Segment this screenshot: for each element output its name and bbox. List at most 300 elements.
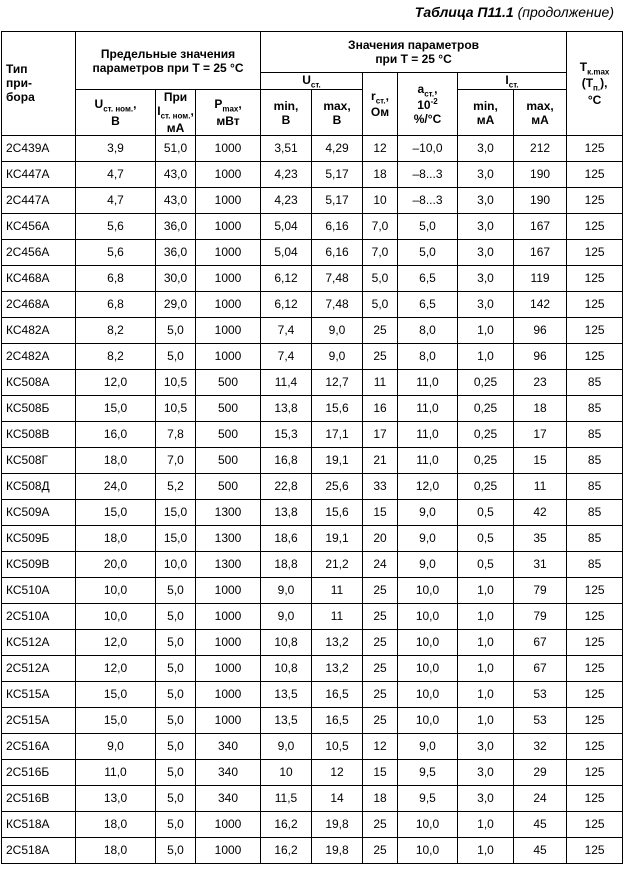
table-cell: 8,2 [76, 343, 156, 369]
table-cell: 13,5 [261, 681, 312, 707]
table-cell: 500 [196, 447, 261, 473]
table-cell: 7,4 [261, 343, 312, 369]
table-cell: 125 [567, 681, 623, 707]
table-cell: 5,0 [156, 603, 196, 629]
table-cell: 0,5 [458, 525, 514, 551]
table-cell: 24 [514, 785, 567, 811]
header-i-min: min, мА [458, 90, 514, 135]
table-cell: 32 [514, 733, 567, 759]
device-type-cell: 2С510А [2, 603, 76, 629]
device-type-cell: КС509А [2, 499, 76, 525]
table-row [2, 785, 623, 811]
table-cell: 3,0 [458, 213, 514, 239]
table-cell: 340 [196, 759, 261, 785]
table-cell: 25,6 [312, 473, 363, 499]
table-cell: 15 [363, 759, 398, 785]
header-param-values: Значения параметров при Т = 25 °С [261, 32, 567, 73]
table-cell: 1,0 [458, 707, 514, 733]
table-cell: 33 [363, 473, 398, 499]
table-cell: 5,0 [156, 343, 196, 369]
table-cell: 125 [567, 135, 623, 161]
table-cell: 1000 [196, 187, 261, 213]
table-cell: 1,0 [458, 811, 514, 837]
table-cell: 3,0 [458, 785, 514, 811]
table-cell: 6,5 [398, 265, 458, 291]
table-cell: 12,0 [76, 629, 156, 655]
table-cell: 500 [196, 473, 261, 499]
table-cell: 1,0 [458, 603, 514, 629]
table-row [2, 707, 623, 733]
table-cell: 16,5 [312, 707, 363, 733]
table-cell: 125 [567, 343, 623, 369]
table-cell: 500 [196, 369, 261, 395]
table-cell: 0,25 [458, 447, 514, 473]
table-cell: 18,0 [76, 837, 156, 863]
device-type-cell: КС482А [2, 317, 76, 343]
table-cell: 16,8 [261, 447, 312, 473]
header-limit-values: Предельные значения параметров при Т = 25 °С [76, 32, 261, 90]
table-cell: 4,23 [261, 187, 312, 213]
table-cell: 3,51 [261, 135, 312, 161]
table-cell: 36,0 [156, 239, 196, 265]
table-cell: 1000 [196, 603, 261, 629]
device-type-cell: 2С516Б [2, 759, 76, 785]
table-cell: 18 [363, 785, 398, 811]
table-cell: 5,6 [76, 239, 156, 265]
table-cell: 36,0 [156, 213, 196, 239]
table-row [2, 655, 623, 681]
table-cell: 1000 [196, 265, 261, 291]
table-cell: 125 [567, 187, 623, 213]
table-cell: 10,8 [261, 655, 312, 681]
table-cell: 0,25 [458, 395, 514, 421]
table-cell: 5,0 [156, 681, 196, 707]
table-caption-title: Таблица П11.1 [414, 4, 514, 20]
table-cell: 125 [567, 577, 623, 603]
table-cell: 18,0 [76, 525, 156, 551]
table-cell: 11,0 [398, 447, 458, 473]
table-cell: 13,0 [76, 785, 156, 811]
table-cell: 16,2 [261, 811, 312, 837]
table-cell: 17 [514, 421, 567, 447]
table-cell: 22,8 [261, 473, 312, 499]
header-p-max: $P_{max}$, мВт [196, 90, 261, 135]
table-cell: 13,5 [261, 707, 312, 733]
table-cell: 5,0 [398, 239, 458, 265]
table-cell: 19,8 [312, 837, 363, 863]
table-cell: 15,0 [76, 681, 156, 707]
table-cell: 5,0 [156, 317, 196, 343]
device-type-cell: КС456А [2, 213, 76, 239]
device-type-cell: 2С447А [2, 187, 76, 213]
table-cell: 96 [514, 317, 567, 343]
table-cell: 85 [567, 473, 623, 499]
table-cell: 25 [363, 317, 398, 343]
table-cell: 6,8 [76, 265, 156, 291]
table-cell: 67 [514, 629, 567, 655]
table-row [2, 837, 623, 863]
table-cell: 25 [363, 681, 398, 707]
table-cell: 12 [312, 759, 363, 785]
table-cell: 5,0 [156, 759, 196, 785]
device-type-cell: КС518А [2, 811, 76, 837]
table-row [2, 135, 623, 161]
table-cell: 10,0 [156, 551, 196, 577]
table-cell: 11,0 [398, 369, 458, 395]
table-cell: 18 [363, 161, 398, 187]
table-cell: 29,0 [156, 291, 196, 317]
device-type-cell: 2С516В [2, 785, 76, 811]
table-cell: 1000 [196, 811, 261, 837]
table-cell: 125 [567, 239, 623, 265]
table-cell: 212 [514, 135, 567, 161]
table-cell: 10,5 [156, 369, 196, 395]
header-device-type: Тип при- бора [2, 32, 76, 136]
table-cell: 10,0 [76, 603, 156, 629]
table-cell: 11 [312, 603, 363, 629]
table-cell: 7,0 [363, 213, 398, 239]
table-cell: 10 [261, 759, 312, 785]
table-cell: 3,0 [458, 239, 514, 265]
table-cell: 18,6 [261, 525, 312, 551]
table-cell: 0,5 [458, 551, 514, 577]
table-cell: 3,9 [76, 135, 156, 161]
table-cell: 125 [567, 213, 623, 239]
table-cell: 15 [363, 499, 398, 525]
table-cell: 15,0 [156, 525, 196, 551]
table-cell: 7,48 [312, 265, 363, 291]
table-cell: 18,8 [261, 551, 312, 577]
table-row [2, 811, 623, 837]
table-cell: 125 [567, 161, 623, 187]
table-cell: 125 [567, 759, 623, 785]
table-cell: –10,0 [398, 135, 458, 161]
table-cell: 7,4 [261, 317, 312, 343]
table-cell: 16,2 [261, 837, 312, 863]
table-cell: 125 [567, 785, 623, 811]
table-cell: 3,0 [458, 265, 514, 291]
table-cell: 45 [514, 811, 567, 837]
table-cell: –8...3 [398, 161, 458, 187]
table-cell: 79 [514, 577, 567, 603]
table-row [2, 681, 623, 707]
header-i-max: max, мА [514, 90, 567, 135]
table-cell: 125 [567, 707, 623, 733]
table-cell: 340 [196, 785, 261, 811]
table-row [2, 369, 623, 395]
table-cell: 15,3 [261, 421, 312, 447]
table-cell: 24,0 [76, 473, 156, 499]
table-cell: 10 [363, 187, 398, 213]
table-cell: 4,29 [312, 135, 363, 161]
table-cell: 12,0 [76, 369, 156, 395]
table-cell: 6,12 [261, 265, 312, 291]
table-cell: 0,25 [458, 421, 514, 447]
device-type-cell: КС508А [2, 369, 76, 395]
table-cell: 25 [363, 629, 398, 655]
header-a-st: $a_{ст.}$, $10^{-2}$ %/°С [398, 73, 458, 136]
header-i-nom: При $I_{ст. ном.}$, мА [157, 90, 194, 135]
header-u-max: max, В [312, 90, 363, 135]
header-r-st: $r_{ст.}$, Ом [363, 73, 398, 136]
table-cell: 5,0 [156, 577, 196, 603]
table-cell: 4,7 [76, 187, 156, 213]
table-cell: 53 [514, 707, 567, 733]
table-cell: 9,0 [398, 525, 458, 551]
table-cell: 15,6 [312, 499, 363, 525]
table-cell: 19,8 [312, 811, 363, 837]
table-cell: 15 [514, 447, 567, 473]
device-type-cell: 2С456А [2, 239, 76, 265]
table-cell: 125 [567, 265, 623, 291]
zener-diode-table [1, 31, 623, 864]
table-cell: 25 [363, 577, 398, 603]
table-cell: 1000 [196, 577, 261, 603]
table-cell: 7,8 [156, 421, 196, 447]
table-header [2, 32, 623, 136]
table-cell: 30,0 [156, 265, 196, 291]
table-cell: 25 [363, 837, 398, 863]
table-cell: 25 [363, 655, 398, 681]
table-cell: 4,7 [76, 161, 156, 187]
table-cell: 1000 [196, 837, 261, 863]
table-cell: 5,0 [156, 837, 196, 863]
table-cell: 20 [363, 525, 398, 551]
table-cell: 10,0 [398, 707, 458, 733]
table-cell: 11 [312, 577, 363, 603]
table-cell: 3,0 [458, 161, 514, 187]
table-body [2, 135, 623, 863]
table-cell: 9,5 [398, 759, 458, 785]
table-cell: 67 [514, 655, 567, 681]
table-cell: 500 [196, 421, 261, 447]
table-cell: 45 [514, 837, 567, 863]
table-cell: 6,16 [312, 239, 363, 265]
table-row [2, 213, 623, 239]
table-cell: 43,0 [156, 161, 196, 187]
table-cell: 9,0 [312, 317, 363, 343]
device-type-cell: КС508Д [2, 473, 76, 499]
table-row [2, 629, 623, 655]
table-cell: 15,0 [76, 707, 156, 733]
table-cell: 79 [514, 603, 567, 629]
table-cell: 14 [312, 785, 363, 811]
table-cell: 10,0 [398, 577, 458, 603]
table-cell: 20,0 [76, 551, 156, 577]
table-cell: 5,04 [261, 239, 312, 265]
device-type-cell: 2С516А [2, 733, 76, 759]
table-cell: 7,48 [312, 291, 363, 317]
table-cell: 340 [196, 733, 261, 759]
table-cell: 10,5 [312, 733, 363, 759]
table-cell: 15,0 [156, 499, 196, 525]
table-cell: 31 [514, 551, 567, 577]
table-cell: 1300 [196, 499, 261, 525]
table-cell: 19,1 [312, 447, 363, 473]
table-cell: 11 [363, 369, 398, 395]
table-cell: 1000 [196, 135, 261, 161]
table-cell: 10,8 [261, 629, 312, 655]
header-u-min: min, В [261, 90, 312, 135]
header-u-st-group: $U_{ст.}$ [261, 73, 363, 90]
device-type-cell: КС515А [2, 681, 76, 707]
table-cell: 5,0 [156, 733, 196, 759]
table-row [2, 395, 623, 421]
table-cell: 500 [196, 395, 261, 421]
table-cell: 1,0 [458, 343, 514, 369]
table-cell: 190 [514, 161, 567, 187]
table-row [2, 733, 623, 759]
table-row [2, 603, 623, 629]
table-row [2, 343, 623, 369]
table-row [2, 421, 623, 447]
table-cell: 96 [514, 343, 567, 369]
table-cell: 125 [567, 733, 623, 759]
table-cell: 85 [567, 551, 623, 577]
table-cell: 5,17 [312, 161, 363, 187]
table-cell: 3,0 [458, 135, 514, 161]
table-cell: 11 [514, 473, 567, 499]
table-cell: 12,7 [312, 369, 363, 395]
table-row [2, 239, 623, 265]
table-cell: 1000 [196, 681, 261, 707]
table-cell: 25 [363, 343, 398, 369]
table-row [2, 577, 623, 603]
table-row [2, 499, 623, 525]
table-cell: 1000 [196, 707, 261, 733]
device-type-cell: КС509В [2, 551, 76, 577]
table-cell: 16 [363, 395, 398, 421]
table-cell: 6,5 [398, 291, 458, 317]
table-cell: 167 [514, 213, 567, 239]
table-cell: 9,0 [398, 499, 458, 525]
table-cell: 125 [567, 291, 623, 317]
table-cell: 19,1 [312, 525, 363, 551]
table-cell: 5,2 [156, 473, 196, 499]
table-cell: 1,0 [458, 655, 514, 681]
table-cell: 5,17 [312, 187, 363, 213]
table-cell: 1000 [196, 343, 261, 369]
table-cell: 85 [567, 525, 623, 551]
table-cell: 12,0 [398, 473, 458, 499]
table-cell: 1300 [196, 551, 261, 577]
table-cell: 9,0 [261, 603, 312, 629]
table-caption [415, 4, 614, 20]
table-cell: 9,0 [261, 577, 312, 603]
table-cell: 43,0 [156, 187, 196, 213]
table-cell: 10,0 [76, 577, 156, 603]
header-temperature-max: $T_{к.max}$ $(T_{п.})$, °С [567, 32, 623, 136]
table-cell: 15,0 [76, 499, 156, 525]
table-cell: 53 [514, 681, 567, 707]
table-cell: 4,23 [261, 161, 312, 187]
table-cell: 10,0 [398, 811, 458, 837]
table-cell: 13,2 [312, 655, 363, 681]
table-row [2, 473, 623, 499]
table-cell: 51,0 [156, 135, 196, 161]
table-cell: 5,6 [76, 213, 156, 239]
table-cell: 5,0 [156, 629, 196, 655]
table-cell: 1,0 [458, 681, 514, 707]
table-cell: 10,0 [398, 655, 458, 681]
table-cell: 8,2 [76, 317, 156, 343]
device-type-cell: КС508Б [2, 395, 76, 421]
device-type-cell: 2С482А [2, 343, 76, 369]
table-cell: 18 [514, 395, 567, 421]
table-cell: 8,0 [398, 317, 458, 343]
table-row [2, 447, 623, 473]
table-cell: 7,0 [363, 239, 398, 265]
table-cell: 25 [363, 811, 398, 837]
table-cell: 12 [363, 733, 398, 759]
table-cell: 16,5 [312, 681, 363, 707]
table-cell: 167 [514, 239, 567, 265]
table-cell: 17,1 [312, 421, 363, 447]
table-cell: 5,04 [261, 213, 312, 239]
table-cell: 9,0 [76, 733, 156, 759]
table-cell: 1,0 [458, 629, 514, 655]
device-type-cell: 2С439А [2, 135, 76, 161]
device-type-cell: КС510А [2, 577, 76, 603]
device-type-cell: 2С515А [2, 707, 76, 733]
table-cell: 85 [567, 395, 623, 421]
table-cell: 11,0 [398, 395, 458, 421]
table-cell: 5,0 [156, 707, 196, 733]
table-cell: 1,0 [458, 577, 514, 603]
table-cell: 1,0 [458, 837, 514, 863]
table-cell: 25 [363, 707, 398, 733]
table-cell: 9,5 [398, 785, 458, 811]
table-cell: 5,0 [363, 265, 398, 291]
table-cell: 21,2 [312, 551, 363, 577]
device-type-cell: КС508Г [2, 447, 76, 473]
table-cell: 12,0 [76, 655, 156, 681]
table-cell: 10,0 [398, 603, 458, 629]
table-cell: 3,0 [458, 759, 514, 785]
table-cell: 16,0 [76, 421, 156, 447]
table-cell: 15,0 [76, 395, 156, 421]
table-cell: –8...3 [398, 187, 458, 213]
device-type-cell: КС468А [2, 265, 76, 291]
table-cell: 13,8 [261, 499, 312, 525]
table-cell: 5,0 [363, 291, 398, 317]
table-row [2, 317, 623, 343]
table-cell: 125 [567, 655, 623, 681]
table-cell: 125 [567, 837, 623, 863]
table-cell: 5,0 [398, 213, 458, 239]
table-cell: 24 [363, 551, 398, 577]
table-cell: 3,0 [458, 291, 514, 317]
table-cell: 11,0 [76, 759, 156, 785]
table-cell: 9,0 [398, 551, 458, 577]
table-cell: 42 [514, 499, 567, 525]
table-cell: 6,8 [76, 291, 156, 317]
device-type-cell: 2С518А [2, 837, 76, 863]
table-cell: 10,5 [156, 395, 196, 421]
table-cell: 5,0 [156, 655, 196, 681]
header-i-st-group: $I_{ст.}$ [458, 73, 567, 90]
table-cell: 1000 [196, 317, 261, 343]
table-row [2, 525, 623, 551]
table-cell: 3,0 [458, 187, 514, 213]
table-row [2, 551, 623, 577]
table-cell: 85 [567, 447, 623, 473]
table-cell: 1000 [196, 239, 261, 265]
table-cell: 1000 [196, 213, 261, 239]
table-cell: 12 [363, 135, 398, 161]
table-cell: 10,0 [398, 681, 458, 707]
table-caption-suffix: (продолжение) [517, 4, 614, 20]
